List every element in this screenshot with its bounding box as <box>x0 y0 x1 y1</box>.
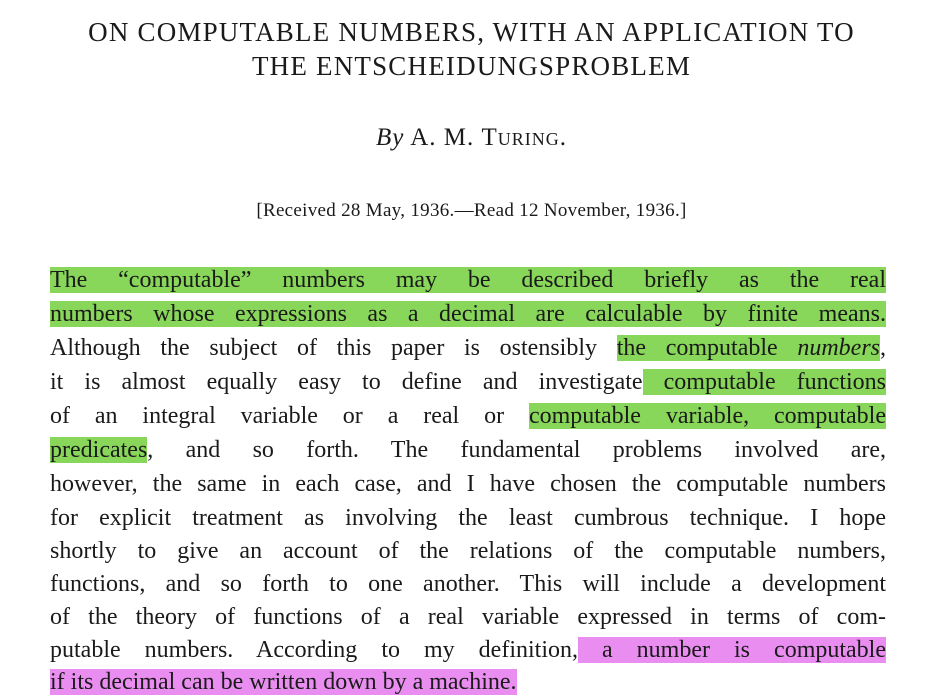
highlight-pink: a number is computable <box>578 637 886 663</box>
body-line-5 <box>50 400 886 433</box>
body-line-1 <box>50 264 886 297</box>
body-line-3 <box>50 332 886 365</box>
body-line-8: for explicit treatment as involving the least cumbrous technique. I hope <box>50 505 886 531</box>
body-text-italic: numbers <box>797 335 881 361</box>
highlight-green <box>617 335 880 361</box>
highlight-pink: if its decimal can be written down by a machine. <box>50 669 517 695</box>
body-line-13 <box>50 666 886 699</box>
paper-title-line-2: THE ENTSCHEIDUNGSPROBLEM <box>251 51 692 81</box>
author-byline <box>0 124 943 152</box>
highlight-green: computable variable, computable <box>528 403 886 429</box>
body-line-4 <box>50 366 886 399</box>
body-text: Although the subject of this paper is ostensibly <box>50 335 617 361</box>
author-initials: A. M. <box>410 124 482 151</box>
body-line-10: functions, and so forth to one another. This will include a development <box>50 571 886 597</box>
body-text: the computable <box>616 335 798 361</box>
received-date: [Received 28 May, 1936.—Read 12 November, 1936.] <box>256 200 687 221</box>
body-line-9: shortly to give an account of the relations of the computable numbers, <box>50 538 886 564</box>
body-line-12 <box>50 634 886 667</box>
body-text: putable numbers. According to my definition, <box>50 637 578 663</box>
body-text: of an integral variable or a real or <box>50 403 529 429</box>
paper-title-line-1: ON COMPUTABLE NUMBERS, WITH AN APPLICATION TO <box>88 17 855 47</box>
body-text: , and so forth. The fundamental problems involved are, <box>147 437 886 463</box>
body-line-2 <box>50 298 886 331</box>
author-surname: Turing. <box>481 124 568 151</box>
highlight-green: numbers whose expressions as a decimal are calculable by finite means. <box>50 301 886 327</box>
byline-by: By <box>375 124 405 151</box>
highlight-green: predicates <box>50 437 148 463</box>
body-line-6 <box>50 434 886 467</box>
body-line-7: however, the same in each case, and I have chosen the computable numbers <box>50 471 886 497</box>
body-text: , <box>880 335 887 361</box>
body-text: it is almost equally easy to define and investigate <box>50 369 643 395</box>
highlight-green: computable functions <box>642 369 886 395</box>
highlight-green: The “computable” numbers may be described briefly as the real <box>50 267 886 293</box>
body-line-11: of the theory of functions of a real variable expressed in terms of com- <box>50 604 886 630</box>
